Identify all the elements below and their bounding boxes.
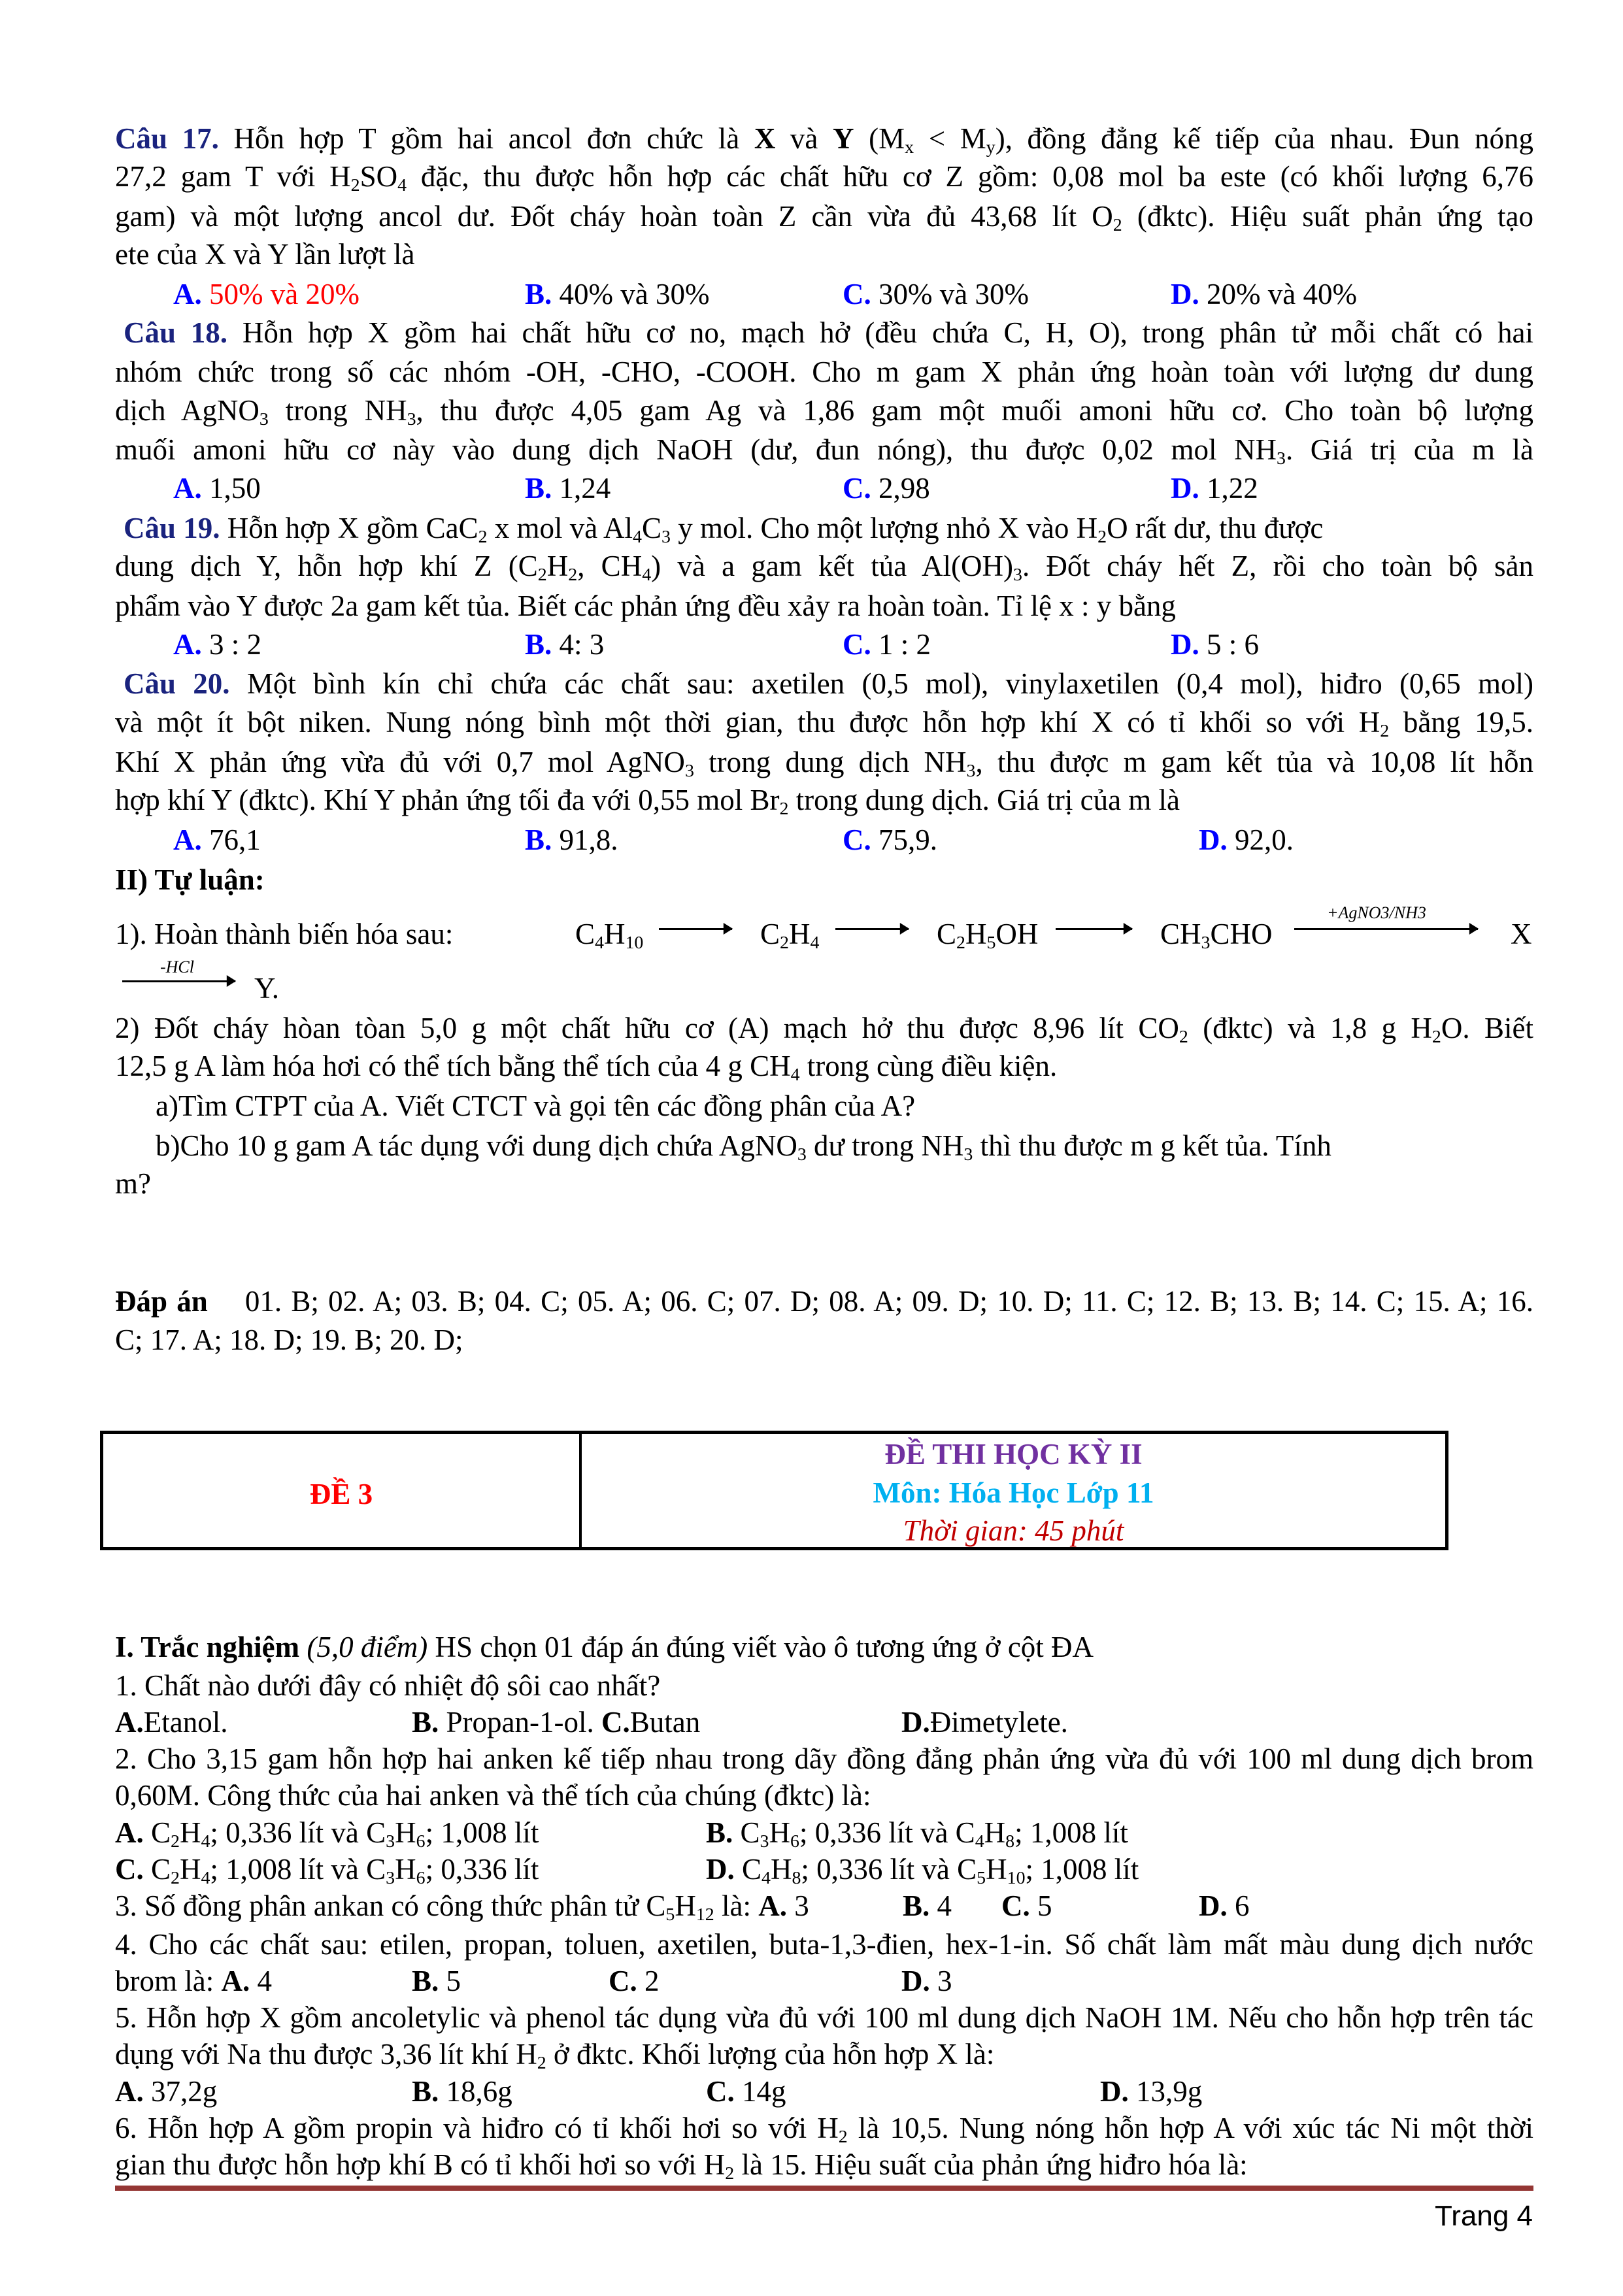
p1-q4-line-1: 4. Cho các chất sau: etilen, propan, toluen, axetilen, buta-1,3-đien, hex-1-in. Số chất làm mất màu dung dịch nước <box>115 1928 1533 1961</box>
text: và <box>775 122 833 155</box>
text: Hỗn hợp X gồm hai chất hữu cơ no, mạch hở (đều chứa C, H, O), trong phân tử mỗi chất có hai <box>227 316 1534 349</box>
q20-line-1 <box>124 665 1533 703</box>
q20-line-4: hợp khí Y (đktc). Khí Y phản ứng tối đa với 0,55 mol $Br_2$ trong dung dịch. Giá trị của m là <box>115 784 1180 819</box>
option-a: A. 3 : 2 <box>173 628 262 661</box>
essay-p1-label: 1). Hoàn thành biến hóa sau: <box>115 918 454 950</box>
reagent-hcl: -HCl <box>160 957 194 976</box>
text: Một bình kín chỉ chứa các chất sau: axetilen (0,5 mol), vinylaxetilen (0,4 mol), hiđro (0,65 mol) <box>229 667 1533 700</box>
text: Hỗn hợp X gồm CaC$_2$ x mol và $Al_4C_3$ y mol. Cho một lượng nhỏ X vào $H_2O$ rất dư, thu được <box>220 512 1324 547</box>
footer-divider <box>115 2186 1533 2191</box>
essay-p2-a: a)Tìm CTPT của A. Viết CTCT và gọi tên các đồng phân của A? <box>156 1090 916 1122</box>
question-label: Câu 17. <box>115 122 219 155</box>
part1-heading <box>115 1628 1094 1666</box>
q19-line-1 <box>124 509 1323 547</box>
question-label: Câu 19. <box>124 512 220 544</box>
p1-q3: 3. Số đồng phân ankan có công thức phân tử $C_5H_{12}$ là: A. 3 B. 4 C. 5 D. 6 <box>115 1889 1250 1925</box>
text: Hỗn hợp T gồm hai ancol đơn chức là <box>218 122 754 155</box>
q18-line-2: nhóm chức trong số các nhóm -OH, -CHO, -COOH. Cho m gam X phản ứng hoàn toàn với lượng dư dung <box>115 356 1533 388</box>
p1-q6-line-2: gian thu được hỗn hợp khí B có tỉ khối hơi so với $H_2$ là 15. Hiệu suất của phản ứng hiđro hóa là: <box>115 2148 1248 2184</box>
option-c: C. 75,9. <box>843 824 937 856</box>
exam-code: ĐỀ 3 <box>309 1478 373 1510</box>
q18-line-3: dịch AgNO$_3$ trong $NH_3$, thu được 4,05 gam Ag và 1,86 gam một muối amoni hữu cơ. Cho toàn bộ lượng <box>115 394 1533 429</box>
q18-line-1 <box>124 314 1533 352</box>
p1-q2-options-2: C. $C_2H_4$; 1,008 lít và $C_3H_6$; 0,336 lít D. $C_4H_8$; 0,336 lít và $C_5H_{10}$; 1,008 lít <box>115 1853 1139 1888</box>
p1-q2-options-1: A. $C_2H_4$; 0,336 lít và $C_3H_6$; 1,008 lít B. $C_3H_6$; 0,336 lít và $C_4H_8$; 1,008 lít <box>115 1816 1128 1852</box>
text: (5,0 điểm) <box>299 1631 428 1663</box>
answer-key-line-1 <box>115 1282 1533 1320</box>
arrow-icon <box>122 980 235 982</box>
reagent-agno3: +AgNO3/NH3 <box>1327 903 1426 922</box>
option-c: C. 1 : 2 <box>843 628 931 661</box>
q17-line-3: gam) và một lượng ancol dư. Đốt cháy hoàn toàn Z cần vừa đủ 43,68 lít $O_2$ (đktc). Hiệu suất phản ứng tạo <box>115 200 1533 235</box>
option-b: B. 91,8. <box>525 824 618 856</box>
chain-c2h5oh: $C_2H_5OH$ <box>937 918 1039 953</box>
exam-title: ĐỀ THI HỌC KỲ II <box>884 1438 1143 1471</box>
chain-ch3cho: $CH_3CHO$ <box>1160 918 1273 953</box>
essay-p2-b: b)Cho 10 g gam A tác dụng với dung dịch chứa AgNO$_3$ dư trong $NH_3$ thì thu được m g kết tủa. Tính <box>156 1129 1331 1165</box>
p1-q5-line-2: dụng với Na thu được 3,36 lít khí $H_2$ ở đktc. Khối lượng của hỗn hợp X là: <box>115 2038 995 2073</box>
option-b: B. 1,24 <box>525 472 611 505</box>
option-a: A. 50% và 20% <box>173 278 360 310</box>
essay-p2-b-cont: m? <box>115 1167 151 1200</box>
option-c: C. 2,98 <box>843 472 930 505</box>
q20-line-2: và một ít bột niken. Nung nóng bình một thời gian, thu được hỗn hợp khí X có tỉ khối so với $H_2$ bằng 19,5. <box>115 706 1533 741</box>
text: $(M_x < M_y)$, đồng đẳng kế tiếp của nhau. Đun nóng <box>854 122 1533 158</box>
option-c: C. 30% và 30% <box>843 278 1029 310</box>
answer-key-label: Đáp án <box>115 1285 208 1318</box>
arrow-icon <box>835 928 909 930</box>
answer-key-line-2: C; 17. A; 18. D; 19. B; 20. D; <box>115 1323 463 1356</box>
q19-line-3: phẩm vào Y được 2a gam kết tủa. Biết các phản ứng đều xảy ra hoàn toàn. Tỉ lệ x : y bằng <box>115 590 1176 622</box>
question-label: Câu 20. <box>124 667 230 700</box>
q17-line-2: 27,2 gam T với $H_2SO_4$ đặc, thu được hỗn hợp các chất hữu cơ Z gồm: 0,08 mol ba este (có khối lượng 6,76 <box>115 160 1533 195</box>
option-d: D. 20% và 40% <box>1171 278 1357 310</box>
q18-options <box>0 469 1623 507</box>
p1-q1-options: A.Etanol. B. Propan-1-ol. C.Butan D.Đimetylete. <box>115 1706 1068 1739</box>
option-a: A. 76,1 <box>173 824 261 856</box>
text: Y <box>833 122 854 155</box>
exam-time: Thời gian: 45 phút <box>903 1514 1124 1547</box>
essay-p2-line-2: 12,5 g A làm hóa hơi có thể tích bằng thể tích của 4 g $CH_4$ trong cùng điều kiện. <box>115 1050 1058 1085</box>
q17-line-4: ete của X và Y lần lượt là <box>115 238 415 271</box>
chain-c2h4: $C_2H_4$ <box>760 918 820 953</box>
text: X <box>754 122 776 155</box>
chain-x: X <box>1511 918 1532 950</box>
option-d: D. 92,0. <box>1199 824 1294 856</box>
essay-p2-line-1: 2) Đốt cháy hòan tòan 5,0 g một chất hữu cơ (A) mạch hở thu được 8,96 lít $CO_2$ (đktc) và 1,8 g $H_2O$. Biết <box>115 1012 1534 1047</box>
p1-q2-line-2: 0,60M. Công thức của hai anken và thể tích của chúng (đktc) là: <box>115 1779 871 1812</box>
option-a: A. 1,50 <box>173 472 261 505</box>
exam-header-table <box>100 1431 1448 1550</box>
page-number: Trang 4 <box>1434 2200 1533 2232</box>
option-b: B. 4: 3 <box>525 628 605 661</box>
q19-options <box>0 625 1623 663</box>
p1-q1: 1. Chất nào dưới đây có nhiệt độ sôi cao nhất? <box>115 1669 661 1702</box>
text: HS chọn 01 đáp án đúng viết vào ô tương ứng ở cột ĐA <box>427 1631 1094 1663</box>
q18-line-4: muối amoni hữu cơ này vào dung dịch NaOH (dư, đun nóng), thu được 0,02 mol $NH_3$. Giá trị của m là <box>115 433 1534 469</box>
option-d: D. 5 : 6 <box>1171 628 1260 661</box>
q17-line-1 <box>115 120 1533 158</box>
question-label: Câu 18. <box>124 316 228 349</box>
p1-q5-line-1: 5. Hỗn hợp X gồm ancoletylic và phenol tác dụng vừa đủ với 100 ml dung dịch NaOH 1M. Nếu cho hỗn hợp trên tác <box>115 2001 1533 2034</box>
essay-heading: II) Tự luận: <box>115 863 265 896</box>
option-d: D. 1,22 <box>1171 472 1258 505</box>
chain-c4h10: $C_4H_{10}$ <box>575 918 644 953</box>
q20-options <box>0 821 1623 859</box>
arrow-icon <box>659 928 732 930</box>
text: 01. B; 02. A; 03. B; 04. C; 05. A; 06. C; 07. D; 08. A; 09. D; 10. D; 11. C; 12. B; 13. B; 14. C; 15. A; 16. <box>244 1285 1533 1318</box>
p1-q4-line-2: brom là: A. 4 B. 5 C. 2 D. 3 <box>115 1965 952 1997</box>
q17-options <box>0 275 1623 313</box>
text: I. Trắc nghiệm <box>115 1631 300 1663</box>
arrow-icon <box>1294 928 1478 930</box>
q19-line-2: dung dịch Y, hỗn hợp khí Z ($C_2H_2$, $CH_4$) và a gam kết tủa $Al(OH)_3$. Đốt cháy hết Z, rồi cho toàn bộ sản <box>115 550 1533 585</box>
chain-y: Y. <box>254 972 279 1005</box>
exam-subject: Môn: Hóa Học Lớp 11 <box>873 1476 1154 1509</box>
p1-q5-options: A. 37,2g B. 18,6g C. 14g D. 13,9g <box>115 2075 1203 2108</box>
p1-q2-line-1: 2. Cho 3,15 gam hỗn hợp hai anken kế tiếp nhau trong dãy đồng đẳng phản ứng vừa đủ với 100 ml dung dịch brom <box>115 1742 1533 1775</box>
option-b: B. 40% và 30% <box>525 278 710 310</box>
q20-line-3: Khí X phản ứng vừa đủ với 0,7 mol AgNO$_3$ trong dung dịch $NH_3$, thu được m gam kết tủa và 10,08 lít hỗn <box>115 746 1533 781</box>
arrow-icon <box>1056 928 1132 930</box>
p1-q6-line-1: 6. Hỗn hợp A gồm propin và hiđro có tỉ khối hơi so với $H_2$ là 10,5. Nung nóng hỗn hợp A với xúc tác Ni một thời <box>115 2112 1533 2147</box>
